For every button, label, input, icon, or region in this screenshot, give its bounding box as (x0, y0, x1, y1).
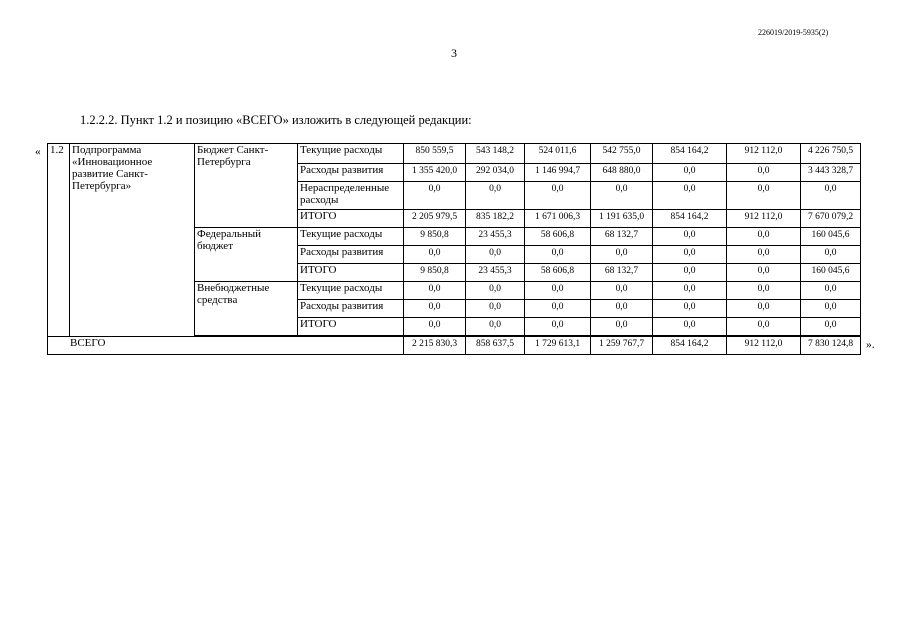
expense-type-cell: Текущие расходы (298, 144, 404, 164)
value-cell: 0,0 (653, 182, 727, 210)
value-cell: 0,0 (653, 246, 727, 264)
value-cell: 0,0 (727, 318, 801, 336)
value-cell: 0,0 (591, 282, 653, 300)
value-cell: 2 205 979,5 (404, 210, 466, 228)
value-cell: 854 164,2 (653, 210, 727, 228)
value-cell: 0,0 (801, 246, 861, 264)
value-cell: 58 606,8 (525, 264, 591, 282)
value-cell: 912 112,0 (727, 144, 801, 164)
value-cell: 0,0 (653, 164, 727, 182)
value-cell: 23 455,3 (466, 264, 525, 282)
program-name-cell: Подпрограмма «Инновационное развитие Санкт-Петербурга» (70, 144, 195, 337)
value-cell: 160 045,6 (801, 264, 861, 282)
value-cell: 9 850,8 (404, 228, 466, 246)
value-cell: 0,0 (404, 318, 466, 336)
value-cell: 0,0 (404, 300, 466, 318)
value-cell: 0,0 (525, 318, 591, 336)
funding-source-cell: Внебюджетные средства (195, 282, 298, 336)
expense-type-cell: Расходы развития (298, 164, 404, 182)
value-cell: 0,0 (591, 246, 653, 264)
value-cell: 1 191 635,0 (591, 210, 653, 228)
value-cell: 858 637,5 (466, 337, 525, 355)
value-cell: 854 164,2 (653, 337, 727, 355)
value-cell: 1 729 613,1 (525, 337, 591, 355)
expense-type-cell: ИТОГО (298, 210, 404, 228)
value-cell: 1 671 006,3 (525, 210, 591, 228)
value-cell: 0,0 (591, 300, 653, 318)
value-cell: 835 182,2 (466, 210, 525, 228)
value-cell: 0,0 (466, 300, 525, 318)
value-cell: 0,0 (653, 228, 727, 246)
value-cell: 0,0 (525, 300, 591, 318)
funding-source-cell: Бюджет Санкт-Петербурга (195, 144, 298, 228)
value-cell: 0,0 (591, 182, 653, 210)
value-cell: 0,0 (727, 228, 801, 246)
value-cell: 0,0 (404, 182, 466, 210)
value-cell: 0,0 (801, 300, 861, 318)
value-cell: 542 755,0 (591, 144, 653, 164)
page-number: 3 (451, 46, 457, 60)
value-cell: 0,0 (727, 300, 801, 318)
value-cell: 0,0 (727, 282, 801, 300)
value-cell: 7 830 124,8 (801, 337, 861, 355)
value-cell: 0,0 (801, 318, 861, 336)
value-cell: 2 215 830,3 (404, 337, 466, 355)
value-cell: 0,0 (727, 264, 801, 282)
value-cell: 0,0 (525, 282, 591, 300)
value-cell: 648 880,0 (591, 164, 653, 182)
value-cell: 0,0 (653, 300, 727, 318)
value-cell: 7 670 079,2 (801, 210, 861, 228)
value-cell: 0,0 (653, 282, 727, 300)
value-cell: 524 011,6 (525, 144, 591, 164)
grand-total-label: ВСЕГО (48, 337, 404, 355)
expense-type-cell: Текущие расходы (298, 228, 404, 246)
value-cell: 850 559,5 (404, 144, 466, 164)
value-cell: 160 045,6 (801, 228, 861, 246)
value-cell: 912 112,0 (727, 210, 801, 228)
document-id: 226019/2019-5935(2) (758, 28, 829, 37)
value-cell: 1 259 767,7 (591, 337, 653, 355)
value-cell: 9 850,8 (404, 264, 466, 282)
grand-total-row (48, 337, 861, 355)
value-cell: 4 226 750,5 (801, 144, 861, 164)
expense-type-cell: ИТОГО (298, 318, 404, 336)
value-cell: 1 146 994,7 (525, 164, 591, 182)
opening-quote: « (35, 146, 41, 158)
value-cell: 0,0 (404, 282, 466, 300)
expense-type-cell: Текущие расходы (298, 282, 404, 300)
value-cell: 0,0 (653, 264, 727, 282)
value-cell: 3 443 328,7 (801, 164, 861, 182)
value-cell: 0,0 (727, 246, 801, 264)
value-cell: 0,0 (591, 318, 653, 336)
budget-table (47, 143, 861, 355)
value-cell: 292 034,0 (466, 164, 525, 182)
expense-type-cell: ИТОГО (298, 264, 404, 282)
value-cell: 0,0 (404, 246, 466, 264)
value-cell: 0,0 (466, 318, 525, 336)
table-row (48, 144, 861, 164)
expense-type-cell: Нераспределенные расходы (298, 182, 404, 210)
value-cell: 58 606,8 (525, 228, 591, 246)
funding-source-cell: Федеральный бюджет (195, 228, 298, 282)
value-cell: 68 132,7 (591, 228, 653, 246)
value-cell: 68 132,7 (591, 264, 653, 282)
value-cell: 912 112,0 (727, 337, 801, 355)
value-cell: 0,0 (525, 246, 591, 264)
value-cell: 0,0 (801, 182, 861, 210)
instruction-text: 1.2.2.2. Пункт 1.2 и позицию «ВСЕГО» изложить в следующей редакции: (80, 113, 472, 127)
value-cell: 0,0 (653, 318, 727, 336)
expense-type-cell: Расходы развития (298, 300, 404, 318)
value-cell: 543 148,2 (466, 144, 525, 164)
value-cell: 1 355 420,0 (404, 164, 466, 182)
value-cell: 0,0 (466, 182, 525, 210)
closing-quote: ». (866, 339, 875, 351)
value-cell: 0,0 (727, 164, 801, 182)
value-cell: 0,0 (466, 282, 525, 300)
item-number-cell: 1.2 (48, 144, 70, 337)
value-cell: 0,0 (525, 182, 591, 210)
value-cell: 23 455,3 (466, 228, 525, 246)
value-cell: 854 164,2 (653, 144, 727, 164)
value-cell: 0,0 (466, 246, 525, 264)
expense-type-cell: Расходы развития (298, 246, 404, 264)
value-cell: 0,0 (801, 282, 861, 300)
value-cell: 0,0 (727, 182, 801, 210)
